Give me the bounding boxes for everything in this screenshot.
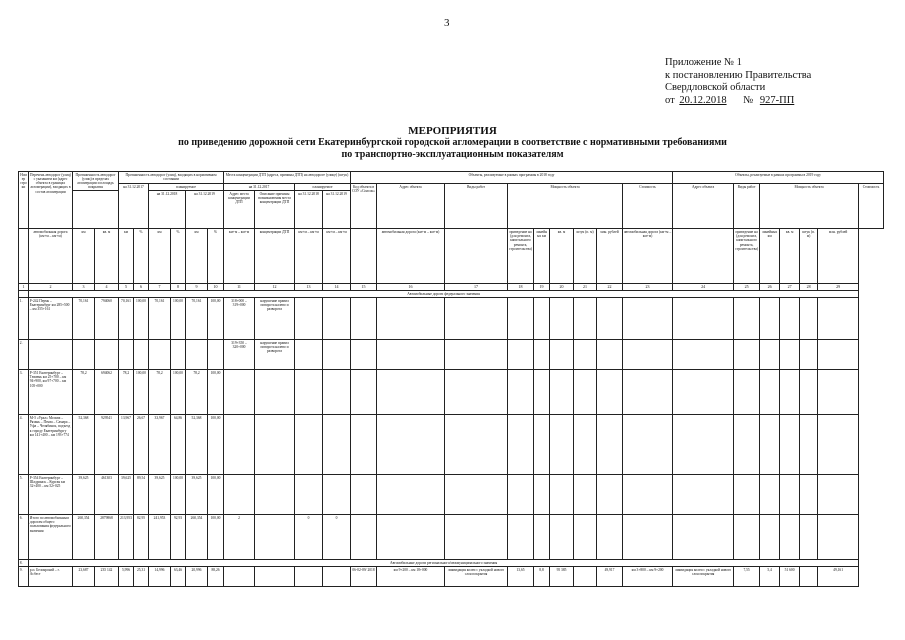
column-number: 4 [95,284,119,291]
document-title [0,125,905,161]
hdr-dtp-2019: на 31.12.2019 [323,191,351,229]
hdr-cost: Стоимость [623,184,673,229]
unit-kvm-18: кв. м [550,229,574,284]
hdr-dtp: Места концентрации ДТП (адреса, причины ДТП) на автодороге (улице) (штук) [224,172,351,184]
hdr-dtp-planned: планируемое [295,184,351,191]
unit-km-18: км [149,229,171,284]
column-number: 23 [623,284,673,291]
hdr-cost-2019: Стоимость [859,184,884,229]
column-number: 15 [351,284,377,291]
column-number: 29 [818,284,859,291]
hdr-dtp-reason: Описание причины возникновения места концентрации ДТП [255,191,295,229]
column-number: 11 [224,284,255,291]
hdr-work-type: Виды работ [445,184,508,229]
table-row: 4. М-5 «Урал» Москва – Рязань – Пенза – Самара – Уфа – Челябинск, подъезд к городу Екатеринбургу км 141+400 – км 193+774 52,368 929541 13,967 26,67 33,967 64,86 52,368 100,00 [19,415,884,475]
hdr-norm-2017: на 31.12.2017 [119,184,149,229]
hdr-sou-code: Код объекта в СОУ «Спасок» [351,184,377,229]
unit-loc-dtp: концентрации ДТП [255,229,295,284]
column-number: 2 [29,284,73,291]
hdr-length-sub [73,191,119,229]
column-number: 3 [73,284,95,291]
page-number: 3 [444,17,450,29]
hdr-capacity-2019: Мощность объекта [760,184,859,229]
unit-kmm-18: км+м – км+м [295,229,323,284]
unit-pct-17: % [134,229,149,284]
hdr-work-type-2019: Виды работ [734,184,760,229]
unit-pcs-19: штук (п. м) [800,229,818,284]
column-number: 1 [19,284,29,291]
table-row: 1. Р-242 Пермь – Екатеринбург км 285+500 – км 355+161 70,161 794060 70,161 100,00 70,161 100,00 70,161 100,00 318+000 – 319+000 нарушение правил поворота налево и разворота [19,298,884,340]
unit-pct-18: % [171,229,186,284]
row-number: 8. [19,560,29,567]
column-number: 26 [760,284,780,291]
hdr-length: Протяженность автодорог (улиц) в пределах агломерации и площадь покрытия [73,172,119,191]
unit-kvm-19: кв. м [780,229,800,284]
table-row: 6. Итого по автомобильным дорогам общего пользования федерального значения 260,354 2879868 213,953 82,95 241,953 92,93 260,354 100,00 2 0 0 [19,515,884,560]
column-number: 28 [800,284,818,291]
column-numbers-row [19,284,884,291]
section-regional: Автомобильные дороги регионального/межмуниципального значения [29,560,859,567]
unit-road-19: автомобильная дорога (км+м – км+м) [623,229,673,284]
appendix-block [665,57,811,107]
table-row: 5. Р-354 Екатеринбург – Шадринск – Курган км 32+400 – км 52+025 39,625 461303 39,625 89,54 39,625 100,00 39,625 100,00 [19,475,884,515]
table-row: 3. Р-351 Екатеринбург – Тюмень км 25+700 – км 94+900, км 97+700 – км 105+000 78,2 694062 78,2 100,00 78,2 100,00 78,2 100,00 [19,370,884,415]
column-number: 17 [445,284,508,291]
column-number: 25 [734,284,760,291]
hdr-obj-addr-2019: Адрес объекта [673,184,734,229]
title-line1: МЕРОПРИЯТИЯ [408,125,497,137]
appendix-no: № [743,94,754,106]
title-line3: по транспортно-эксплуатационным показателям [341,149,564,160]
unit-lin-19: линейных км [760,229,780,284]
section-federal: Автомобильные дороги федерального значения [29,291,859,298]
hdr-dtp-2018: на 31.12.2018 [295,191,323,229]
title-line2: по приведению дорожной сети Екатеринбургской городской агломерации в соответствие с нормативными требованиями [178,137,727,148]
column-number: 21 [574,284,597,291]
unit-pcs: штук (п. м) [574,229,597,284]
unit-lin: линейных км [534,229,550,284]
appendix-date: 20.12.2018 [679,94,727,106]
unit-km: км [73,229,95,284]
column-number: 6 [134,284,149,291]
measures-table [18,171,884,587]
hdr-dtp-addr: Адрес места концентрации ДТП [224,191,255,229]
unit-road-18: автомобильная дорога (км+м – км+м) [377,229,445,284]
column-number: 18 [508,284,534,291]
unit-ppm: приведение на (для ремонта, капитального ремонта, строительства) [508,229,534,284]
hdr-norm-2018: на 31.12.2018 [149,191,186,229]
column-number: 5 [119,284,134,291]
unit-kmm-19: км+м – км+м [323,229,351,284]
column-number: 24 [673,284,734,291]
appendix-line2: к постановлению Правительства [665,69,812,81]
column-number: 13 [295,284,323,291]
unit-road: автомобильная дорога (км+м – км+м) [29,229,73,284]
column-number: 22 [597,284,623,291]
hdr-road: Перечень автодорог (улиц) с указанием км (адрес объекта в границах агломерации), входящих в состав агломерации [29,172,73,229]
column-number: 12 [255,284,295,291]
column-number: 14 [323,284,351,291]
hdr-norm-2019: на 31.12.2019 [186,191,224,229]
unit-kmm-17: км+м – км+м [224,229,255,284]
column-number: 20 [550,284,574,291]
column-number: 8 [171,284,186,291]
unit-kvm: кв. м [95,229,119,284]
column-number: 16 [377,284,445,291]
column-number: 10 [208,284,224,291]
hdr-dtp-2017: на 31.12.2017 [224,184,295,191]
hdr-norm-planned: планируемое [149,184,224,191]
unit-km-19: км [186,229,208,284]
column-number: 7 [149,284,171,291]
appendix-from: от [665,94,675,106]
unit-rub: млн. рублей [597,229,623,284]
unit-pct-19: % [208,229,224,284]
table-row: 2. 319+350 – 320+000 нарушение правил поворота налево и разворота [19,340,884,370]
table-row: 9. р.п. Белоярский – г. Асбест 23,687 235 142 5,996 25,31 14,996 63,46 20,996 88,26 06-02-09/ 2018 км 9+200 – км 18+000 ликвидация колеи с укладкой нового слоя покрытия 13,65 8,8 95 385 49,917 км 3+800 – км 9+200 ликвидация колеи с укладкой нового слоя покрытия 7,55 5,4 51 600 49,161 [19,567,884,587]
column-number: 19 [534,284,550,291]
appendix-line4 [665,95,811,108]
unit-rub-19: млн. рублей [818,229,859,284]
appendix-line3: Свердловской области [665,82,766,93]
hdr-rownum: Номер строки [19,172,29,229]
hdr-prog2019: Объекты, реализуемые в рамках программы в 2019 году [673,172,884,184]
column-number: 27 [780,284,800,291]
column-number: 9 [186,284,208,291]
unit-ppm-19: приведение на (для ремонта, капитального ремонта, строительства) [734,229,760,284]
appendix-number: 927-ПП [759,94,795,106]
hdr-obj-addr: Адрес объекта [377,184,445,229]
hdr-prog2018: Объекты, реализуемые в рамках программы в 2018 году [351,172,673,184]
hdr-norm: Протяженность автодорог (улиц), входящих в нормативном состоянии [119,172,224,184]
hdr-capacity: Мощность объекта [508,184,623,229]
unit-km-17: км [119,229,134,284]
appendix-line1: Приложение № 1 [665,57,742,68]
